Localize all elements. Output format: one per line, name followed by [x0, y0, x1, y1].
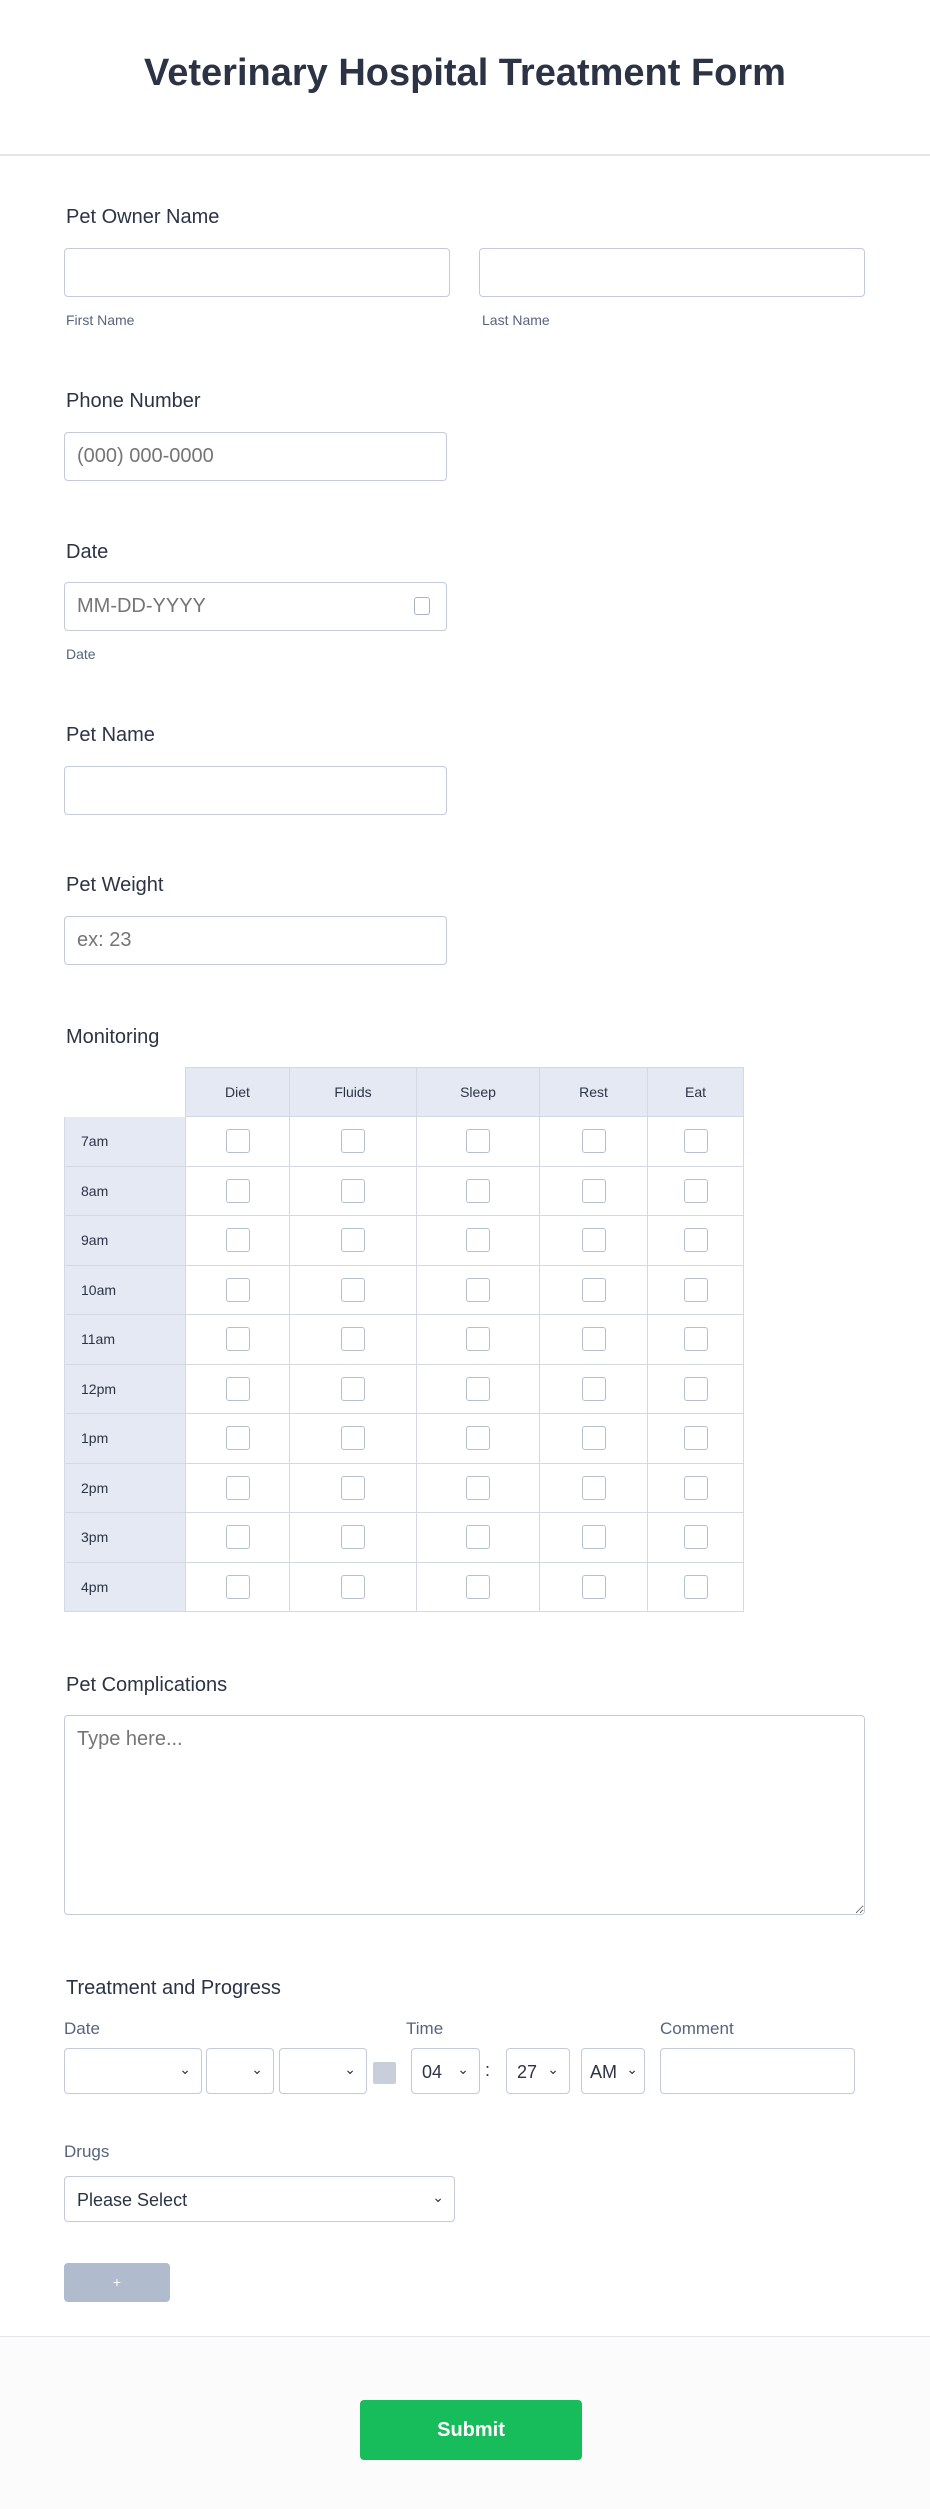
matrix-cell: [290, 1117, 417, 1167]
matrix-cell: [540, 1266, 648, 1316]
matrix-cell: [648, 1513, 744, 1563]
matrix-row: [64, 1563, 744, 1613]
checkbox[interactable]: [684, 1575, 708, 1599]
checkbox[interactable]: [341, 1377, 365, 1401]
matrix-cell: [290, 1513, 417, 1563]
matrix-cell: [186, 1414, 290, 1464]
matrix-cell: [417, 1266, 540, 1316]
matrix-cell: [417, 1216, 540, 1266]
pet-weight-label: Pet Weight: [66, 874, 164, 896]
comment-input[interactable]: [660, 2048, 855, 2094]
pet-name-label: Pet Name: [66, 724, 155, 746]
ampm-value: AM: [590, 2062, 617, 2082]
owner-name-label: Pet Owner Name: [66, 206, 220, 228]
matrix-corner: [64, 1067, 186, 1117]
checkbox[interactable]: [226, 1278, 250, 1302]
matrix-row: [64, 1315, 744, 1365]
chevron-down-icon: ⌄: [626, 2061, 638, 2077]
checkbox[interactable]: [226, 1228, 250, 1252]
matrix-row: [64, 1117, 744, 1167]
minute-value: 27: [517, 2062, 538, 2082]
matrix-row-label: 9am: [64, 1216, 186, 1266]
complications-textarea[interactable]: [64, 1715, 865, 1915]
first-name-sublabel: First Name: [66, 312, 135, 328]
matrix-row-label: 7am: [64, 1117, 186, 1167]
checkbox[interactable]: [684, 1228, 708, 1252]
checkbox[interactable]: [226, 1327, 250, 1351]
checkbox[interactable]: [226, 1525, 250, 1549]
checkbox[interactable]: [341, 1228, 365, 1252]
first-name-input[interactable]: [64, 248, 450, 297]
checkbox[interactable]: [684, 1476, 708, 1500]
matrix-column-header: Eat: [648, 1067, 744, 1117]
chevron-down-icon: ⌄: [547, 2061, 559, 2077]
matrix-cell: [417, 1365, 540, 1415]
matrix-row-label: 8am: [64, 1167, 186, 1217]
month-select[interactable]: [64, 2048, 202, 2094]
matrix-cell: [417, 1513, 540, 1563]
matrix-cell: [540, 1167, 648, 1217]
checkbox[interactable]: [466, 1228, 490, 1252]
matrix-cell: [186, 1117, 290, 1167]
matrix-cell: [417, 1315, 540, 1365]
checkbox[interactable]: [466, 1377, 490, 1401]
checkbox[interactable]: [684, 1129, 708, 1153]
matrix-cell: [186, 1563, 290, 1613]
time-colon: :: [485, 2060, 491, 2080]
chevron-down-icon: ⌄: [432, 2189, 444, 2205]
checkbox[interactable]: [226, 1575, 250, 1599]
checkbox[interactable]: [466, 1278, 490, 1302]
treatment-comment-label: Comment: [660, 2019, 734, 2038]
checkbox[interactable]: [582, 1179, 606, 1203]
date-label: Date: [66, 541, 109, 563]
matrix-cell: [290, 1216, 417, 1266]
checkbox[interactable]: [582, 1426, 606, 1450]
matrix-cell: [290, 1365, 417, 1415]
matrix-column-header: Sleep: [417, 1067, 540, 1117]
submit-button[interactable]: Submit: [360, 2400, 582, 2460]
pet-name-input[interactable]: [64, 766, 447, 815]
matrix-cell: [540, 1513, 648, 1563]
matrix-row-label: 2pm: [64, 1464, 186, 1514]
matrix-cell: [540, 1464, 648, 1514]
checkbox[interactable]: [466, 1179, 490, 1203]
matrix-cell: [540, 1365, 648, 1415]
complications-label: Pet Complications: [66, 1674, 228, 1696]
matrix-row-label: 1pm: [64, 1414, 186, 1464]
year-select[interactable]: [279, 2048, 367, 2094]
matrix-row: [64, 1216, 744, 1266]
matrix-cell: [648, 1464, 744, 1514]
ampm-select[interactable]: [581, 2048, 645, 2094]
checkbox[interactable]: [341, 1575, 365, 1599]
checkbox[interactable]: [466, 1575, 490, 1599]
drugs-label: Drugs: [64, 2142, 110, 2161]
checkbox[interactable]: [226, 1476, 250, 1500]
matrix-cell: [290, 1464, 417, 1514]
last-name-sublabel: Last Name: [482, 312, 550, 328]
checkbox[interactable]: [341, 1129, 365, 1153]
chevron-down-icon: ⌄: [179, 2061, 191, 2077]
matrix-cell: [186, 1464, 290, 1514]
matrix-cell: [290, 1266, 417, 1316]
checkbox[interactable]: [466, 1129, 490, 1153]
matrix-cell: [540, 1216, 648, 1266]
checkbox[interactable]: [226, 1179, 250, 1203]
matrix-row: [64, 1414, 744, 1464]
checkbox[interactable]: [582, 1575, 606, 1599]
matrix-cell: [186, 1365, 290, 1415]
matrix-cell: [648, 1117, 744, 1167]
hour-select[interactable]: [411, 2048, 480, 2094]
matrix-row: [64, 1365, 744, 1415]
matrix-cell: [290, 1563, 417, 1613]
checkbox[interactable]: [582, 1278, 606, 1302]
treatment-label: Treatment and Progress: [66, 1977, 281, 1999]
checkbox[interactable]: [466, 1426, 490, 1450]
pet-weight-input[interactable]: [64, 916, 447, 965]
checkbox[interactable]: [684, 1179, 708, 1203]
checkbox[interactable]: [341, 1476, 365, 1500]
checkbox[interactable]: [582, 1377, 606, 1401]
checkbox[interactable]: [341, 1278, 365, 1302]
matrix-column-header: Diet: [186, 1067, 290, 1117]
matrix-cell: [290, 1414, 417, 1464]
chevron-down-icon: ⌄: [344, 2061, 356, 2077]
matrix-row-label: 3pm: [64, 1513, 186, 1563]
matrix-cell: [540, 1563, 648, 1613]
matrix-cell: [540, 1315, 648, 1365]
day-select[interactable]: [206, 2048, 274, 2094]
checkbox[interactable]: [341, 1179, 365, 1203]
treatment-time-label: Time: [406, 2019, 444, 2038]
treatment-date-label: Date: [64, 2019, 100, 2038]
checkbox[interactable]: [226, 1129, 250, 1153]
calendar-icon[interactable]: [373, 2062, 396, 2084]
matrix-cell: [648, 1365, 744, 1415]
matrix-cell: [186, 1167, 290, 1217]
checkbox[interactable]: [684, 1426, 708, 1450]
checkbox[interactable]: [582, 1129, 606, 1153]
chevron-down-icon: ⌄: [457, 2061, 469, 2077]
hour-value: 04: [422, 2062, 443, 2082]
matrix-cell: [648, 1216, 744, 1266]
matrix-cell: [648, 1414, 744, 1464]
matrix-cell: [648, 1266, 744, 1316]
checkbox[interactable]: [226, 1426, 250, 1450]
matrix-cell: [290, 1315, 417, 1365]
matrix-cell: [417, 1117, 540, 1167]
monitoring-matrix: [64, 1067, 744, 1612]
matrix-cell: [540, 1117, 648, 1167]
matrix-column-header: Fluids: [290, 1067, 417, 1117]
minute-select[interactable]: [506, 2048, 570, 2094]
matrix-cell: [186, 1216, 290, 1266]
checkbox[interactable]: [226, 1377, 250, 1401]
matrix-cell: [540, 1414, 648, 1464]
chevron-down-icon: ⌄: [251, 2061, 263, 2077]
checkbox[interactable]: [582, 1228, 606, 1252]
matrix-row-label: 11am: [64, 1315, 186, 1365]
matrix-cell: [186, 1315, 290, 1365]
drugs-select[interactable]: [64, 2176, 455, 2222]
matrix-cell: [417, 1414, 540, 1464]
calendar-icon[interactable]: [414, 597, 430, 615]
date-sublabel: Date: [66, 646, 96, 662]
matrix-row-label: 4pm: [64, 1563, 186, 1613]
matrix-row-label: 10am: [64, 1266, 186, 1316]
checkbox[interactable]: [684, 1525, 708, 1549]
matrix-row: [64, 1464, 744, 1514]
form-header: [0, 0, 930, 156]
form-title: Veterinary Hospital Treatment Form: [144, 52, 786, 94]
date-input[interactable]: [64, 582, 447, 631]
matrix-row: [64, 1266, 744, 1316]
matrix-cell: [648, 1315, 744, 1365]
last-name-input[interactable]: [479, 248, 865, 297]
matrix-column-header: Rest: [540, 1067, 648, 1117]
matrix-cell: [186, 1266, 290, 1316]
checkbox[interactable]: [582, 1327, 606, 1351]
add-row-button[interactable]: +: [64, 2263, 170, 2302]
checkbox[interactable]: [466, 1525, 490, 1549]
matrix-cell: [417, 1464, 540, 1514]
checkbox[interactable]: [684, 1278, 708, 1302]
checkbox[interactable]: [466, 1476, 490, 1500]
matrix-cell: [290, 1167, 417, 1217]
checkbox[interactable]: [341, 1426, 365, 1450]
checkbox[interactable]: [684, 1327, 708, 1351]
monitoring-label: Monitoring: [66, 1026, 160, 1048]
checkbox[interactable]: [684, 1377, 708, 1401]
phone-input[interactable]: [64, 432, 447, 481]
matrix-cell: [417, 1167, 540, 1217]
checkbox[interactable]: [582, 1476, 606, 1500]
checkbox[interactable]: [341, 1525, 365, 1549]
matrix-cell: [648, 1167, 744, 1217]
matrix-row: [64, 1513, 744, 1563]
checkbox[interactable]: [341, 1327, 365, 1351]
matrix-cell: [186, 1513, 290, 1563]
phone-label: Phone Number: [66, 390, 201, 412]
matrix-cell: [417, 1563, 540, 1613]
matrix-row: [64, 1167, 744, 1217]
drugs-value: Please Select: [77, 2190, 188, 2210]
matrix-row-label: 12pm: [64, 1365, 186, 1415]
matrix-cell: [648, 1563, 744, 1613]
checkbox[interactable]: [582, 1525, 606, 1549]
checkbox[interactable]: [466, 1327, 490, 1351]
